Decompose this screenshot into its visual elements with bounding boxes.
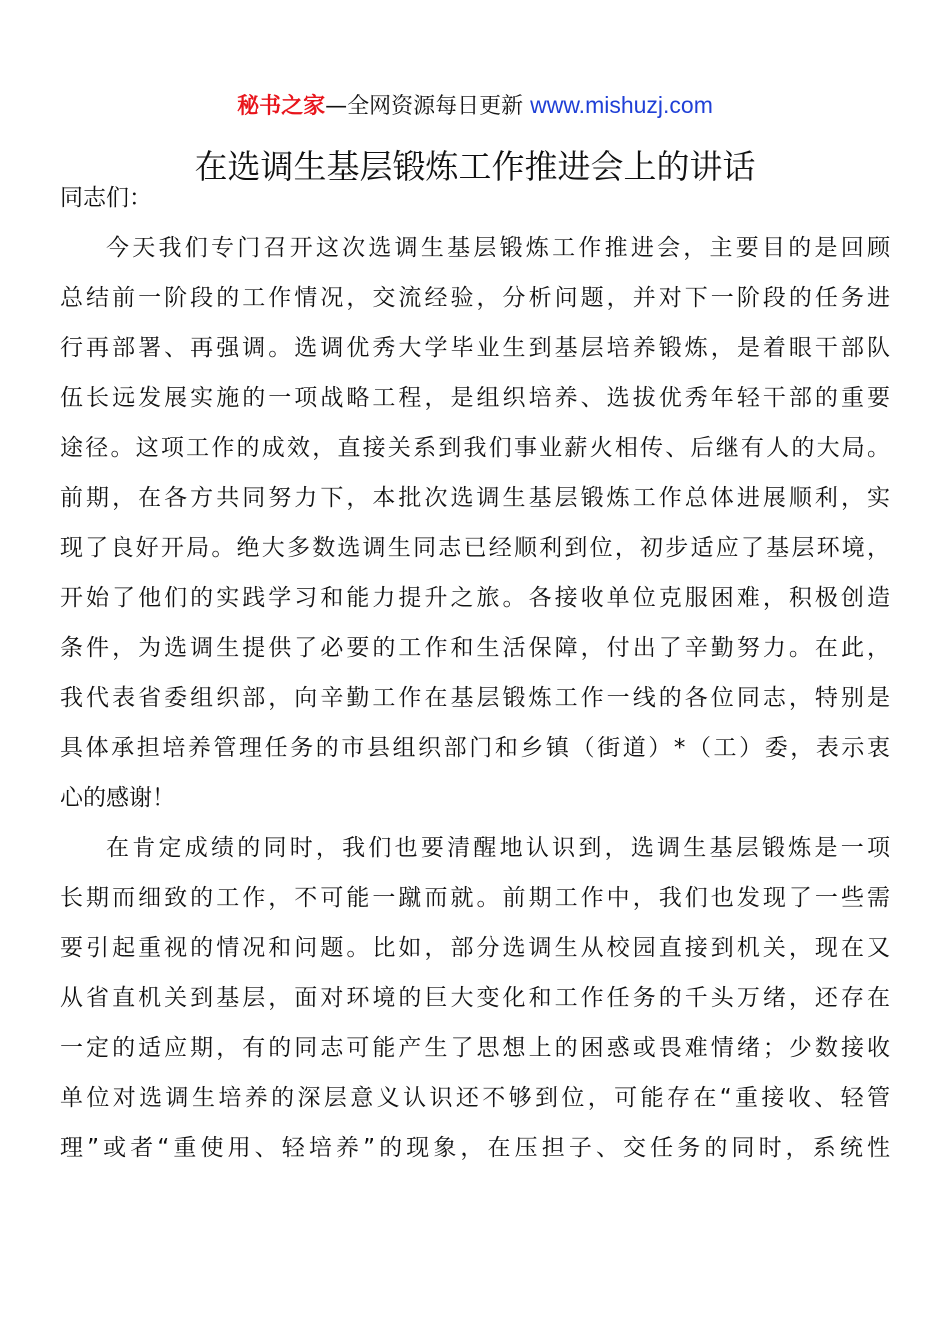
paragraph <box>60 223 890 823</box>
paragraph-line: 途径。这项工作的成效，直接关系到我们事业薪火相传、后继有人的大局。 <box>60 435 890 461</box>
paragraph-line: 总结前一阶段的工作情况，交流经验，分析问题，并对下一阶段的任务进 <box>60 285 890 311</box>
paragraph-line: 我代表省委组织部，向辛勤工作在基层锻炼工作一线的各位同志，特别是 <box>60 685 890 711</box>
paragraph-line: 一定的适应期，有的同志可能产生了思想上的困惑或畏难情绪；少数接收 <box>60 1035 890 1061</box>
paragraph-line: 单位对选调生培养的深层意义认识还不够到位，可能存在“重接收、轻管 <box>60 1085 890 1111</box>
paragraph-line: 在肯定成绩的同时，我们也要清醒地认识到，选调生基层锻炼是一项 <box>106 835 890 861</box>
paragraph-line: 开始了他们的实践学习和能力提升之旅。各接收单位克服困难，积极创造 <box>60 585 890 611</box>
paragraph-line: 要引起重视的情况和问题。比如，部分选调生从校园直接到机关，现在又 <box>60 935 890 961</box>
paragraph-line: 心的感谢！ <box>60 785 175 811</box>
paragraph-line: 从省直机关到基层，面对环境的巨大变化和工作任务的千头万绪，还存在 <box>60 985 890 1011</box>
document-title: 在选调生基层锻炼工作推进会上的讲话 <box>194 147 756 186</box>
paragraph-line: 理”或者“重使用、轻培养”的现象，在压担子、交任务的同时，系统性 <box>60 1135 890 1161</box>
paragraph-line: 今天我们专门召开这次选调生基层锻炼工作推进会，主要目的是回顾 <box>106 235 890 261</box>
paragraph-line: 前期，在各方共同努力下，本批次选调生基层锻炼工作总体进展顺利，实 <box>60 485 890 511</box>
site-header <box>0 88 950 124</box>
paragraph-line: 现了良好开局。绝大多数选调生同志已经顺利到位，初步适应了基层环境， <box>60 535 890 561</box>
paragraph-line: 行再部署、再强调。选调优秀大学毕业生到基层培养锻炼，是着眼干部队 <box>60 335 890 361</box>
document-body <box>60 223 890 1173</box>
site-brand: 秘书之家 <box>237 94 326 119</box>
paragraph-line: 伍长远发展实施的一项战略工程，是组织培养、选拔优秀年轻干部的重要 <box>60 385 890 411</box>
paragraph-line: 具体承担培养管理任务的市县组织部门和乡镇（街道）*（工）委，表示衷 <box>60 735 890 761</box>
paragraph <box>60 823 890 1173</box>
salutation: 同志们： <box>60 185 152 211</box>
paragraph-line: 长期而细致的工作，不可能一蹴而就。前期工作中，我们也发现了一些需 <box>60 885 890 911</box>
site-tagline: —全网资源每日更新 <box>325 94 524 119</box>
paragraph-line: 条件，为选调生提供了必要的工作和生活保障，付出了辛勤努力。在此， <box>60 635 890 661</box>
site-url-link[interactable]: www.mishuzj.com <box>530 92 713 118</box>
